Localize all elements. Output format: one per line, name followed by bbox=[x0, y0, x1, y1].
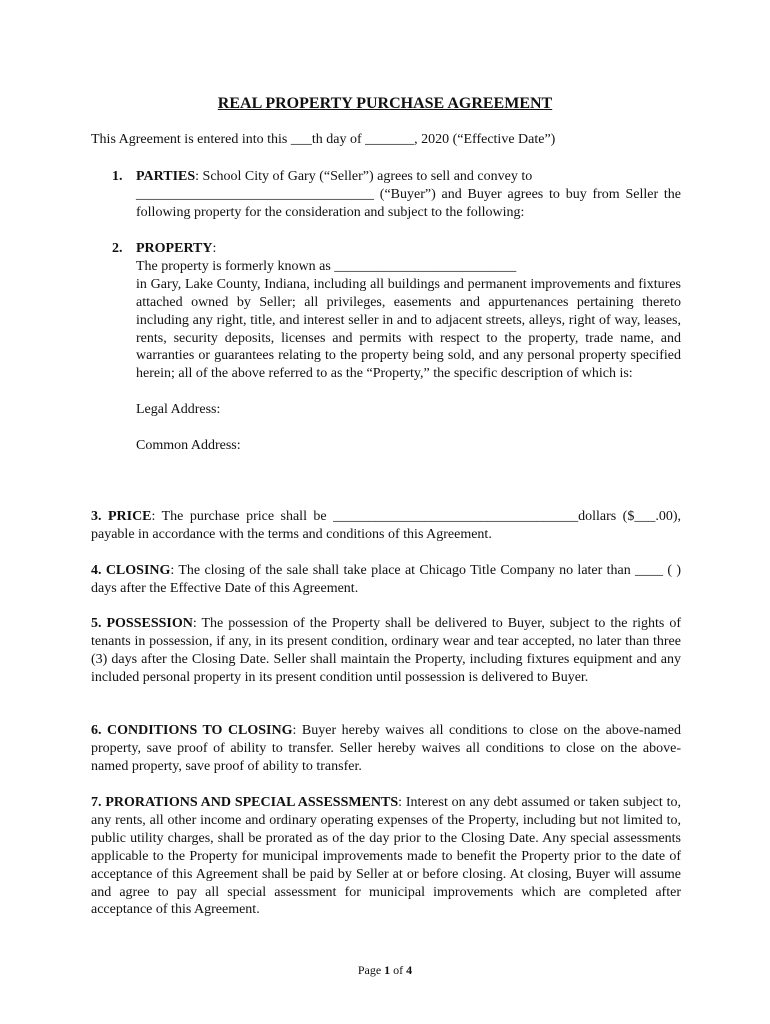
property-heading-line bbox=[136, 240, 681, 258]
property-known-as: The property is formerly known as __________________________ bbox=[136, 258, 517, 274]
parties-text-1: : School City of Gary (“Seller”) agrees to sell and convey to bbox=[195, 169, 533, 184]
section-possession bbox=[91, 615, 681, 687]
property-description: in Gary, Lake County, Indiana, including all buildings and permanent improvements and fixtures attached owned by Seller; all privileges, easements and appurtenances pertaining thereto including any right, title, and interest seller in and to adjacent streets, alleys, right of way, leases, rents, security deposits, licenses and permits with respect to the property, trade name, and warranties or guarantees relating to the property being sold, and any personal property specified herein; all of the above referred to as the “Property,” the specific description of which is: bbox=[136, 276, 681, 382]
section-body: : The purchase price shall be ___________________________________dollars ($___.00), payable in accordance with the terms and conditions of this Agreement. bbox=[91, 509, 682, 542]
section-number: 2. bbox=[112, 241, 123, 256]
common-address-label: Common Address: bbox=[136, 438, 241, 454]
section-heading: 6. CONDITIONS TO CLOSING bbox=[91, 723, 293, 738]
parties-line-2: __________________________________ (“Buyer”) and Buyer agrees to buy from Seller the bbox=[136, 186, 681, 202]
section-heading: 5. POSSESSION bbox=[91, 616, 193, 631]
parties-line-3: following property for the consideration and subject to the following: bbox=[136, 204, 525, 220]
section-body: : The possession of the Property shall be delivered to Buyer, subject to the rights of tenants in possession, if any, in its present condition, ordinary wear and tear accepted, no later than three (3) days after the Closing Date. Seller shall maintain the Property, including fixtures equipment and any included personal property in its present condition until possession is delivered to Buyer. bbox=[91, 616, 682, 685]
section-parties bbox=[112, 168, 681, 222]
section-prorations bbox=[91, 794, 681, 919]
section-number: 1. bbox=[112, 169, 123, 184]
page-total: 4 bbox=[406, 963, 413, 977]
section-heading: PARTIES bbox=[136, 169, 196, 184]
section-property bbox=[112, 240, 681, 455]
page-label: Page bbox=[357, 963, 385, 977]
page-current: 1 bbox=[384, 963, 391, 977]
property-heading-colon: : bbox=[212, 241, 217, 256]
intro-paragraph: This Agreement is entered into this ___th day of _______, 2020 (“Effective Date”) bbox=[91, 132, 556, 147]
page-footer bbox=[0, 963, 770, 977]
section-body: : The closing of the sale shall take place at Chicago Title Company no later than ____ ( ) days after the Effective Date of this Agreement. bbox=[91, 563, 682, 596]
section-conditions bbox=[91, 722, 681, 776]
section-closing bbox=[91, 562, 681, 598]
section-heading: 3. PRICE bbox=[91, 509, 152, 524]
legal-address-label: Legal Address: bbox=[136, 402, 221, 418]
document-title: REAL PROPERTY PURCHASE AGREEMENT bbox=[217, 95, 553, 112]
section-heading: PROPERTY bbox=[136, 241, 213, 256]
section-price bbox=[91, 508, 681, 544]
section-heading: 7. PRORATIONS AND SPECIAL ASSESSMENTS bbox=[91, 795, 399, 810]
section-body: : Buyer hereby waives all conditions to close on the above-named property, save proof of ability to transfer. Seller hereby waives all conditions to close on the above-named property, save proof of ability to transfer. bbox=[91, 723, 681, 774]
section-heading: 4. CLOSING bbox=[91, 563, 171, 578]
page-of-label: of bbox=[390, 963, 407, 977]
section-body: : Interest on any debt assumed or taken subject to, any rents, all other income and ordinary operating expenses of the Property, including but not limited to, public utility charges, shall be prorated as of the day prior to the Closing Date. Any special assessments applicable to the Property for municipal improvements made to benefit the Property prior to the date of acceptance of this Agreement shall be paid by Seller at or before closing. At closing, Buyer will assume and agree to pay all special assessment for municipal improvements which are completed after acceptance of this Agreement. bbox=[91, 795, 681, 918]
parties-line-1 bbox=[136, 168, 681, 186]
